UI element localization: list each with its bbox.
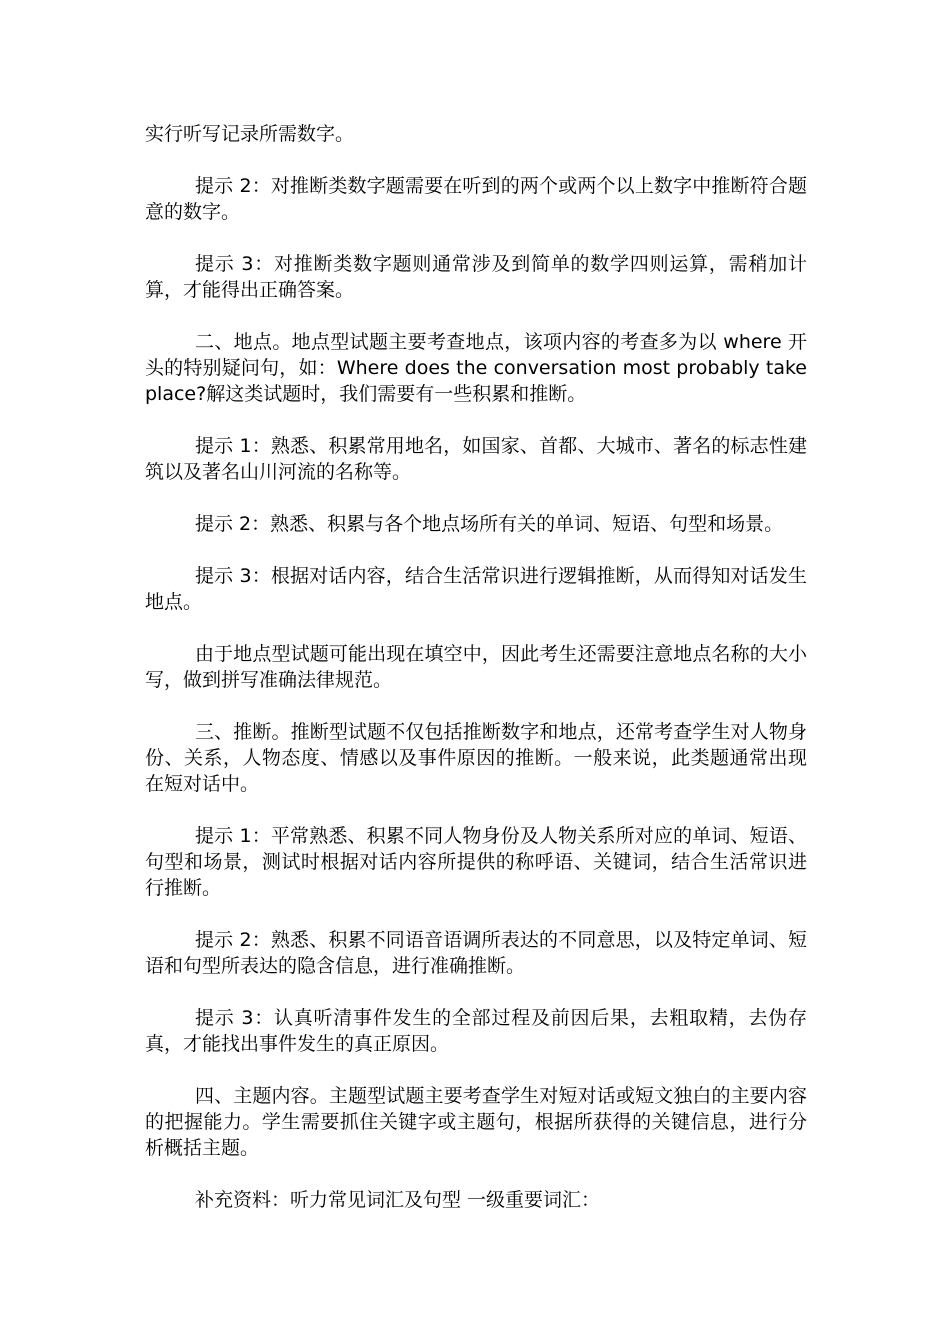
- paragraph: 提示 3：根据对话内容，结合生活常识进行逻辑推断，从而得知对话发生地点。: [145, 565, 807, 613]
- paragraph: 三、推断。推断型试题不仅包括推断数字和地点，还常考查学生对人物身份、关系，人物态度、情感以及事件原因的推断。一般来说，此类题通常出现在短对话中。: [145, 721, 807, 795]
- document-body: [145, 121, 807, 1213]
- paragraph: 提示 1：平常熟悉、积累不同人物身份及人物关系所对应的单词、短语、句型和场景，测试时根据对话内容所提供的称呼语、关键词，结合生活常识进行推断。: [145, 825, 807, 899]
- paragraph: 四、主题内容。主题型试题主要考查学生对短对话或短文独白的主要内容的把握能力。学生需要抓住关键字或主题句，根据所获得的关键信息，进行分析概括主题。: [145, 1085, 807, 1159]
- paragraph: 提示 2：对推断类数字题需要在听到的两个或两个以上数字中推断符合题意的数字。: [145, 175, 807, 223]
- paragraph: 由于地点型试题可能出现在填空中，因此考生还需要注意地点名称的大小写，做到拼写准确法律规范。: [145, 643, 807, 691]
- paragraph: 提示 3：对推断类数字题则通常涉及到简单的数学四则运算，需稍加计算，才能得出正确答案。: [145, 253, 807, 301]
- paragraph: 补充资料：听力常见词汇及句型 一级重要词汇：: [195, 1189, 601, 1211]
- paragraph: 提示 3：认真听清事件发生的全部过程及前因后果，去粗取精，去伪存真，才能找出事件发生的真正原因。: [145, 1007, 807, 1055]
- paragraph: 提示 2：熟悉、积累不同语音语调所表达的不同意思，以及特定单词、短语和句型所表达的隐含信息，进行准确推断。: [145, 929, 807, 977]
- paragraph: 二、地点。地点型试题主要考查地点，该项内容的考查多为以 where 开头的特别疑问句，如：Where does the conversation most probably take place?解这类试题时，我们需要有一些积累和推断。: [145, 331, 807, 405]
- paragraph: 提示 2：熟悉、积累与各个地点场所有关的单词、短语、句型和场景。: [195, 513, 784, 535]
- paragraph: 提示 1：熟悉、积累常用地名，如国家、首都、大城市、著名的标志性建筑以及著名山川河流的名称等。: [145, 435, 807, 483]
- paragraph: 实行听写记录所需数字。: [145, 123, 355, 145]
